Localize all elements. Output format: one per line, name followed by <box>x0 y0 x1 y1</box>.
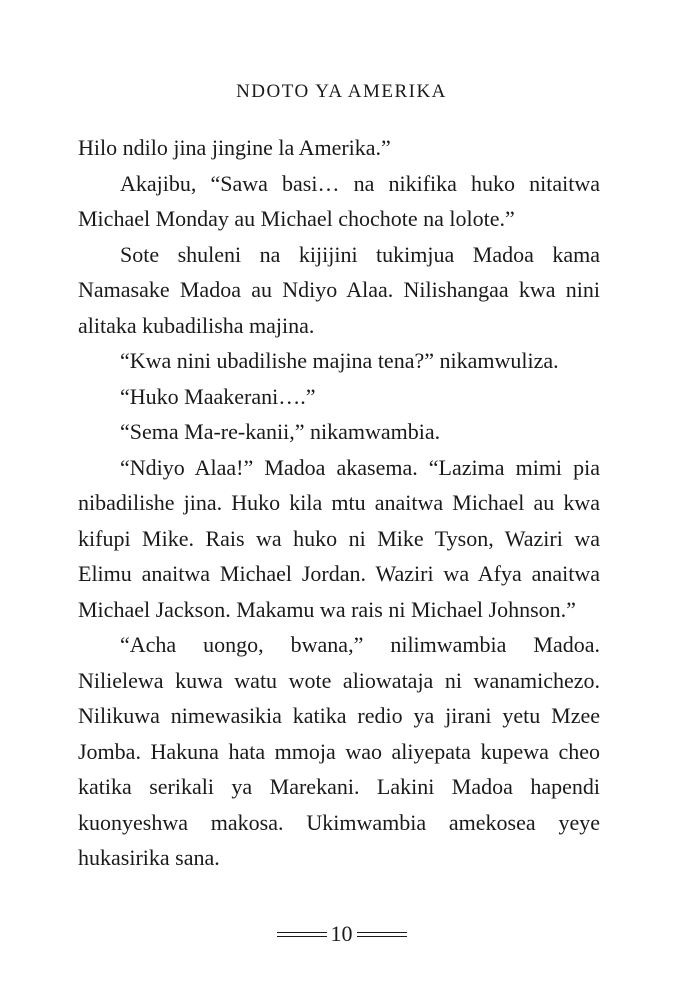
paragraph-5: “Huko Maakerani….” <box>120 383 316 409</box>
running-head: NDOTO YA AMERIKA <box>236 81 447 102</box>
folio-rule-left <box>277 932 327 937</box>
paragraph-7: “Ndiyo Alaa!” Madoa akasema. “Lazima mimi pia nibadilishe jina. Huko kila mtu anaitwa Michael au kwa kifupi Mike. Rais wa huko ni Mike Tyson, Waziri wa Elimu anaitwa Michael Jordan. Waziri wa Afya anaitwa Michael Jackson. Makamu wa rais ni Michael Johnson.” <box>78 454 600 622</box>
paragraph-1: Hilo ndilo jina jingine la Amerika.” <box>78 135 391 160</box>
body-text <box>78 130 600 876</box>
page-number: 10 <box>330 921 353 946</box>
folio-rule-right <box>357 932 407 937</box>
page-folio <box>0 920 683 948</box>
paragraph-6: “Sema Ma-re-kanii,” nikamwambia. <box>120 419 441 444</box>
paragraph-4: “Kwa nini ubadilishe majina tena?” nikamwuliza. <box>120 348 559 373</box>
paragraph-3: Sote shuleni na kijijini tukimjua Madoa kama Namasake Madoa au Ndiyo Alaa. Nilishangaa kwa nini alitaka kubadilisha majina. <box>78 241 600 338</box>
paragraph-8: “Acha uongo, bwana,” nilimwambia Madoa. Nilielewa kuwa watu wote aliowataja ni wanamichezo. Nilikuwa nimewasikia katika redio ya jirani yetu Mzee Jomba. Hakuna hata mmoja wao aliyepata kupewa cheo katika serikali ya Marekani. Lakini Madoa hapendi kuonyeshwa makosa. Ukimwambia amekosea yeye hukasirika sana. <box>78 632 600 870</box>
paragraph-2: Akajibu, “Sawa basi… na nikifika huko nitaitwa Michael Monday au Michael chochote na lolote.” <box>78 170 600 231</box>
